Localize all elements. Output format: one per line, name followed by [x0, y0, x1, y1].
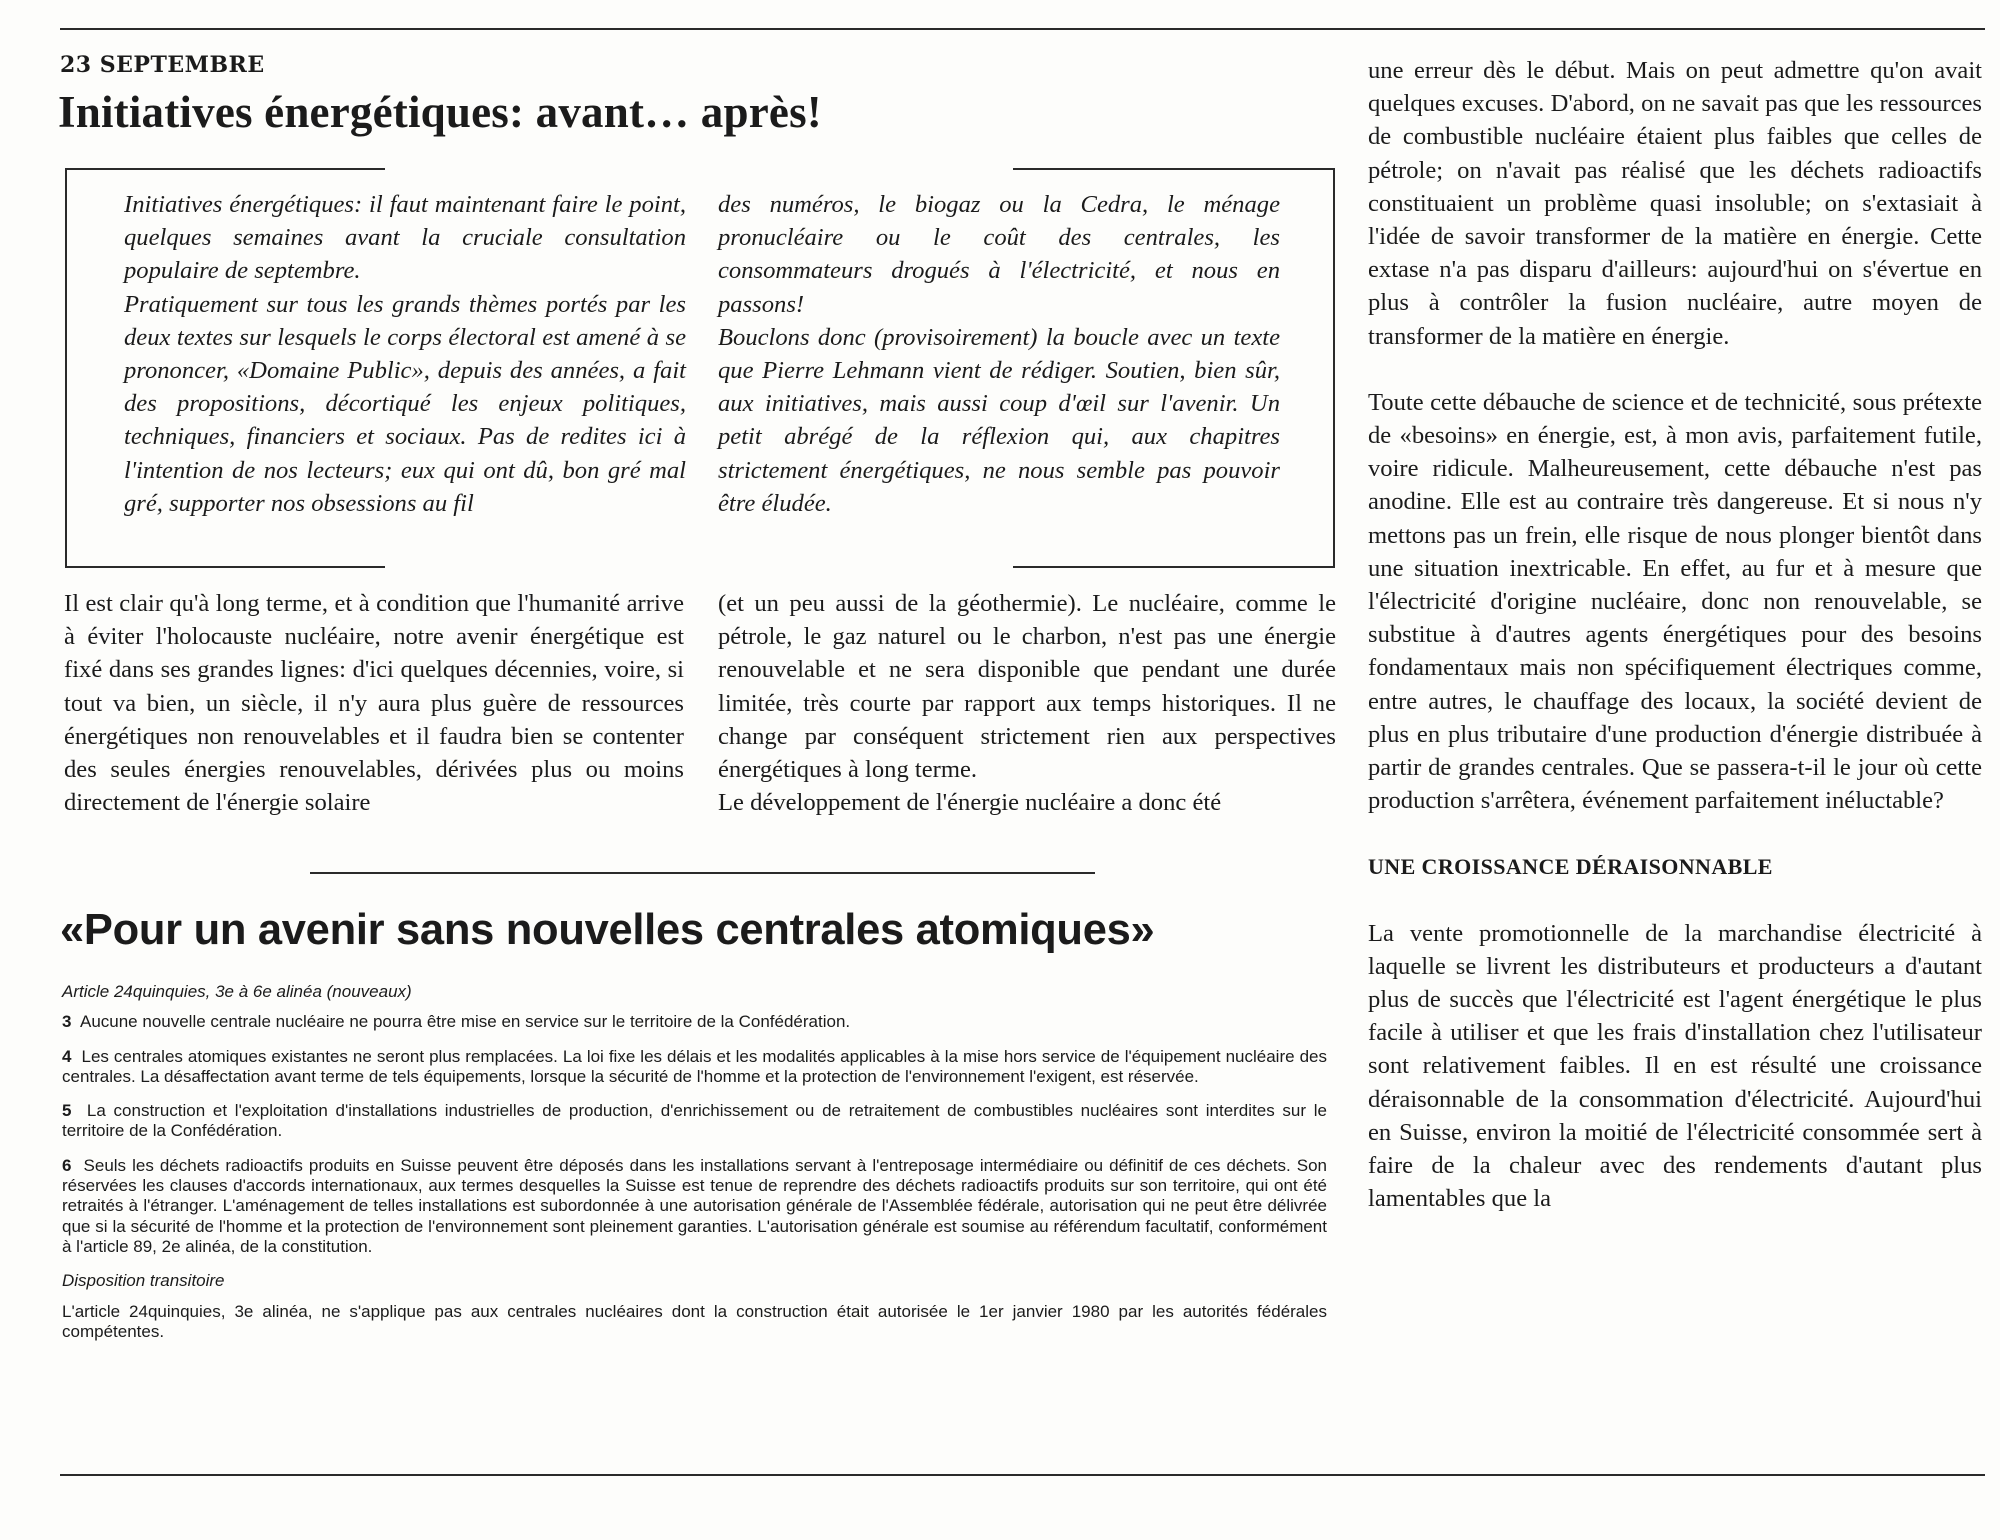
intro-right-column: [718, 188, 1280, 520]
article-headline: Initiatives énergétiques: avant… après!: [58, 87, 822, 137]
intro-paragraph: des numéros, le biogaz ou la Cedra, le ménage pronucléaire ou le coût des centrales, les consommateurs drogués à l'électricité, et nous en passons!: [718, 191, 1280, 318]
body-paragraph: Toute cette débauche de science et de technicité, sous prétexte de «besoins» en énergie, est, à mon avis, parfaitement futile, voire ridicule. Malheureusement, cette débauche n'est pas anodine. Elle est au contraire très dangereuse. Et si nous n'y mettons pas un frein, elle risque de nous plonger bientôt dans une situation inextricable. En effet, au fur et à mesure que l'électricité d'origine nucléaire, donc non renouvelable, se substitue à d'autres agents énergétiques pour des besoins fondamentaux mais non spécifiquement électriques comme, entre autres, le chauffage des locaux, la société devient de plus en plus tributaire d'une production d'énergie distribuée à partir de grandes centrales. Que se passera-t-il le jour où cette production s'arrêtera, événement parfaitement inéluctable?: [1368, 388, 1982, 815]
item-number: 5: [62, 1101, 72, 1121]
body-paragraph: (et un peu aussi de la géothermie). Le nucléaire, comme le pétrole, le gaz naturel ou le charbon, n'est pas une énergie renouvelable et ne sera disponible que pendant une durée limitée, très courte par rapport aux temps historiques. Il ne change par conséquent strictement rien aux perspectives énergétiques à long terme.: [718, 590, 1336, 784]
bottom-rule: [60, 1474, 1985, 1476]
article-item: [62, 1012, 1327, 1032]
body-column-1: [64, 587, 684, 819]
article-item: [62, 1156, 1327, 1257]
item-text: La construction et l'exploitation d'installations industrielles de production, d'enrichissement ou de retraitement de combustibles nucléaires sont interdites sur le territoire de la Confédération.: [62, 1101, 1327, 1141]
body-column-3: [1368, 54, 1982, 1216]
item-text: Les centrales atomiques existantes ne seront plus remplacées. La loi fixe les délais et les modalités applicables à la mise hors service de l'équipement nucléaire des centrales. La désaffectation avant terme de tels équipements, lorsque la sécurité de l'homme et la protection de l'environnement l'exigent, est réservée.: [62, 1046, 1327, 1086]
item-text: Aucune nouvelle centrale nucléaire ne pourra être mise en service sur le territoire de la Confédération.: [79, 1012, 851, 1032]
transitional-text: L'article 24quinquies, 3e alinéa, ne s'applique pas aux centrales nucléaires dont la construction était autorisée le 1er janvier 1980 par les autorités fédérales compétentes.: [62, 1301, 1327, 1341]
body-column-2: [718, 587, 1336, 819]
transitional-heading: Disposition transitoire: [62, 1271, 225, 1291]
item-number: 3: [62, 1012, 72, 1032]
top-rule: [60, 28, 1985, 30]
intro-left-column: [124, 188, 686, 520]
body-paragraph: La vente promotionnelle de la marchandise électricité à laquelle se livrent les distributeurs et producteurs a d'autant plus de succès que l'électricité est l'agent énergétique le plus facile à utiliser et que les frais d'installation chez l'utilisateur sont relativement faibles. Il en est résulté une croissance déraisonnable de la consommation d'électricité. Aujourd'hui en Suisse, environ la moitié de l'électricité consommée sert à faire de la chaleur avec des rendements d'autant plus lamentables que la: [1368, 919, 1982, 1213]
article-item: [62, 1101, 1327, 1142]
initiative-title: «Pour un avenir sans nouvelles centrales atomiques»: [60, 906, 1155, 954]
body-paragraph: une erreur dès le début. Mais on peut admettre qu'on avait quelques excuses. D'abord, on ne savait pas que les ressources de combustible nucléaire étaient plus faibles que celles de pétrole; on n'avait pas réalisé que les déchets radioactifs constituaient un problème quasi insoluble; on s'extasiait à l'idée de savoir transformer de la matière en énergie. Cette extase n'a pas disparu d'ailleurs: aujourd'hui on s'évertue en plus à contrôler la fusion nucléaire, autre moyen de transformer de la matière en énergie.: [1368, 57, 1982, 350]
section-date: 23 SEPTEMBRE: [60, 52, 265, 78]
intro-paragraph: Initiatives énergétiques: il faut maintenant faire le point, quelques semaines avant la cruciale consultation populaire de septembre.: [124, 191, 686, 285]
initiative-rule: [310, 872, 1095, 874]
body-paragraph: Il est clair qu'à long terme, et à condition que l'humanité arrive à éviter l'holocauste nucléaire, notre avenir énergétique est fixé dans ses grandes lignes: d'ici quelques décennies, voire, si tout va bien, un siècle, il n'y aura plus guère de ressources énergétiques non renouvelables et il faudra bien se contenter des seules énergies renouvelables, dérivées plus ou moins directement de l'énergie solaire: [64, 590, 684, 817]
initiative-text: [62, 982, 1327, 1356]
body-paragraph: Le développement de l'énergie nucléaire a donc été: [718, 789, 1222, 817]
article-item: [62, 1047, 1327, 1088]
item-number: 6: [62, 1155, 72, 1175]
item-number: 4: [62, 1046, 72, 1066]
intro-paragraph: Bouclons donc (provisoirement) la boucle avec un texte que Pierre Lehmann vient de rédiger. Soutien, bien sûr, aux initiatives, mais aussi coup d'œil sur l'avenir. Un petit abrégé de la réflexion qui, aux chapitres strictement énergétiques, ne nous semble pas pouvoir être éludée.: [718, 323, 1280, 517]
article-heading: Article 24quinquies, 3e à 6e alinéa (nouveaux): [62, 982, 412, 1001]
item-text: Seuls les déchets radioactifs produits en Suisse peuvent être déposés dans les installations servant à l'entreposage intermédiaire ou définitif de ces déchets. Son réservées les clauses d'accords internationaux, aux termes desquelles la Suisse est tenue de reprendre des déchets radioactifs produits sur son territoire, qui ont été retraités à l'étranger. L'aménagement de telles installations est subordonnée à une autorisation générale de l'Assemblée fédérale, autorisation qui ne peut être délivrée que si la sécurité de l'homme et la protection de l'environnement sont pleinement garanties. L'autorisation générale est soumise au référendum facultatif, conformément à l'article 89, 2e alinéa, de la constitution.: [62, 1155, 1327, 1256]
intro-paragraph: Pratiquement sur tous les grands thèmes portés par les deux textes sur lesquels le corps électoral est amené à se prononcer, «Domaine Public», depuis des années, a fait des propositions, décortiqué les enjeux politiques, techniques, financiers et sociaux. Pas de redites ici à l'intention de nos lecteurs; eux qui ont dû, bon gré mal gré, supporter nos obsessions au fil: [124, 290, 686, 517]
section-subhead: UNE CROISSANCE DÉRAISONNABLE: [1368, 854, 1773, 880]
